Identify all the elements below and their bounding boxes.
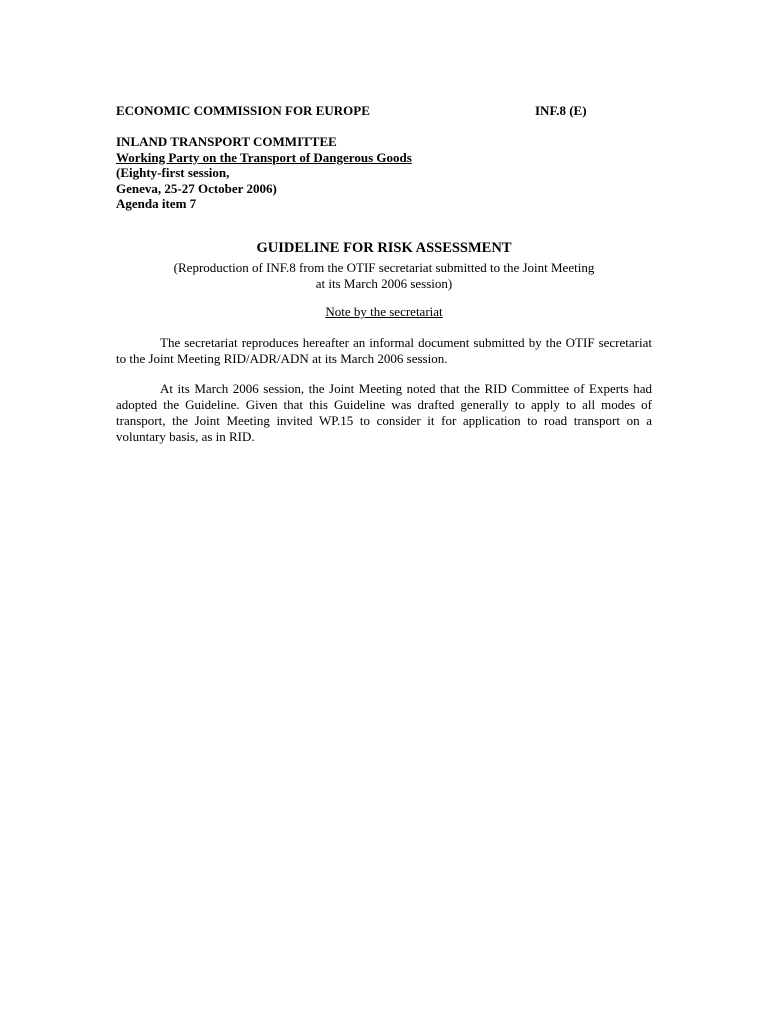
document-header [116,103,652,121]
title-block [116,239,652,291]
document-title: GUIDELINE FOR RISK ASSESSMENT [256,240,512,256]
document-symbol: INF.8 (E) [535,103,587,118]
committee-block [116,134,412,212]
body-paragraph-1: The secretariat reproduces hereafter an informal document submitted by the OTIF secretariat to the Joint Meeting RID/ADR/ADN at its March 2006 session. [116,335,652,366]
body-paragraph-2: At its March 2006 session, the Joint Meeting noted that the RID Committee of Experts had adopted the Guideline. Given that this Guideline was drafted generally to apply to all modes of transport, the Joint Meeting invited WP.15 to consider it for application to road transport on a voluntary basis, as in RID. [116,381,652,444]
venue-dates: Geneva, 25-27 October 2006) [116,180,277,196]
organization-name: ECONOMIC COMMISSION FOR EUROPE [116,103,370,118]
agenda-item: Agenda item 7 [116,196,197,211]
document-page [116,0,652,1024]
subtitle-line-1: (Reproduction of INF.8 from the OTIF secretariat submitted to the Joint Meeting [173,260,595,275]
document-subtitle [116,260,652,291]
committee-name: INLAND TRANSPORT COMMITTEE [116,134,337,149]
session-info: (Eighty-first session, [116,165,230,180]
subtitle-line-2: at its March 2006 session) [315,275,453,291]
note-heading: Note by the secretariat [325,304,443,319]
working-party-name: Working Party on the Transport of Dangerous Goods [116,149,412,165]
